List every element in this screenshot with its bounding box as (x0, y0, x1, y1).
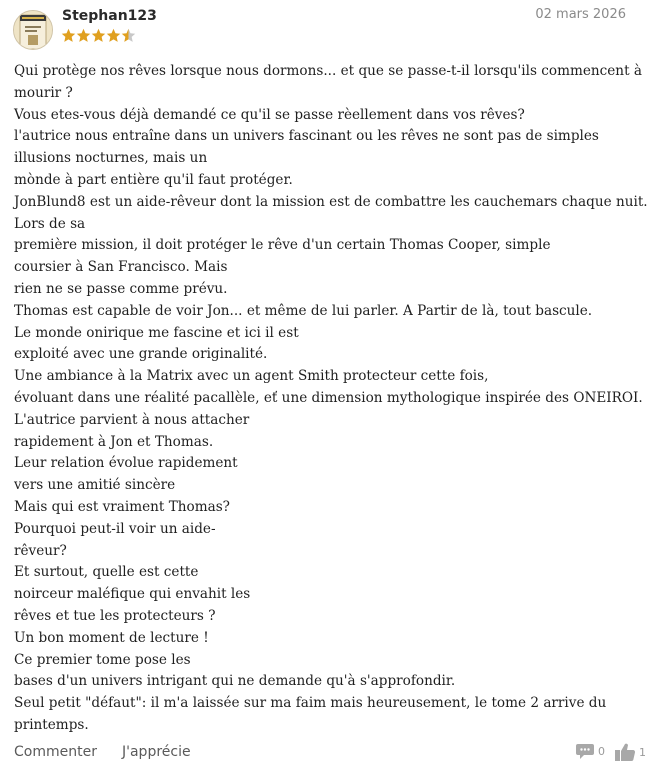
user-avatar[interactable] (13, 10, 53, 50)
star-icon (76, 28, 91, 43)
review-line: rêves et tue les protecteurs ? (14, 607, 216, 624)
review-line: l'autrice nous entraîne dans un univers fascinant ou les rêves ne sont pas de simples (14, 128, 599, 145)
review-body (14, 61, 654, 737)
review-line: coursier à San Francisco. Mais (14, 259, 228, 276)
review-line: Le monde onirique me fascine et ici il est (14, 324, 299, 341)
like-counter[interactable] (614, 742, 646, 762)
review-line: JonBlund8 est un aide-rêveur dont la mission est de combattre les cauchemars chaque nuit. (14, 193, 648, 210)
like-count: 1 (639, 745, 646, 759)
review-line: Seul petit "défaut": il m'a laissée sur ma faim mais heureusement, le tome 2 arrive du (14, 695, 607, 712)
review-line: Thomas est capable de voir Jon... et même de lui parler. A Partir de là, tout bascule. (14, 302, 593, 319)
review-line: rêveur? (14, 542, 67, 559)
review-line: Lors de sa (14, 215, 86, 232)
review-line: Leur relation évolue rapidement (14, 455, 238, 472)
star-icon (106, 28, 121, 43)
review-header (0, 0, 668, 60)
star-half-icon (121, 28, 136, 43)
star-icon (91, 28, 106, 43)
review-line: L'autrice parvient à nous attacher (14, 411, 250, 428)
username[interactable]: Stephan123 (62, 8, 157, 24)
review-line: vers une amitié sincère (14, 477, 176, 494)
review-line: mònde à part entière qu'il faut protéger. (14, 171, 293, 188)
review-line: Mais qui est vraiment Thomas? (14, 498, 230, 515)
like-button[interactable]: J'apprécie (122, 744, 191, 760)
review-line: noirceur maléfique qui envahit les (14, 586, 251, 603)
comment-button[interactable]: Commenter (14, 744, 97, 760)
review-line: Ce premier tome pose les (14, 651, 191, 668)
thumbs-up-icon (614, 742, 636, 762)
star-icon (61, 28, 76, 43)
review-line: Qui protège nos rêves lorsque nous dormons... et que se passe-t-il lorsqu'ils commencent à (14, 63, 642, 79)
review-line: rapidement à Jon et Thomas. (14, 433, 214, 450)
review-line: Un bon moment de lecture ! (14, 629, 209, 646)
review-line: exploité avec une grande originalité. (14, 346, 268, 363)
star-rating (61, 28, 136, 44)
comment-counter[interactable] (575, 742, 605, 760)
review-line: printemps. (14, 716, 89, 733)
review-line: mourir ? (14, 84, 73, 101)
review-line: première mission, il doit protéger le rêve d'un certain Thomas Cooper, simple (14, 237, 551, 254)
review-date: 02 mars 2026 (535, 7, 626, 22)
review-actions (0, 738, 668, 768)
review-line: bases d'un univers intrigant qui ne demande qu'à s'approfondir. (14, 673, 456, 690)
review-line: Vous etes-vous déjà demandé ce qu'il se passe rèellement dans vos rêves? (14, 106, 525, 123)
review-line: Pourquoi peut-il voir un aide- (14, 520, 216, 537)
review-line: évoluant dans une réalité pacallèle, eť une dimension mythologique inspirée des ONEIROI. (14, 389, 643, 406)
comment-count: 0 (598, 744, 605, 758)
speech-bubble-icon (575, 742, 595, 760)
review-line: Une ambiance à la Matrix avec un agent Smith protecteur cette fois, (14, 368, 489, 385)
review-line: Et surtout, quelle est cette (14, 564, 199, 581)
review-line: illusions nocturnes, mais un (14, 150, 208, 167)
review-line: rien ne se passe comme prévu. (14, 280, 228, 297)
